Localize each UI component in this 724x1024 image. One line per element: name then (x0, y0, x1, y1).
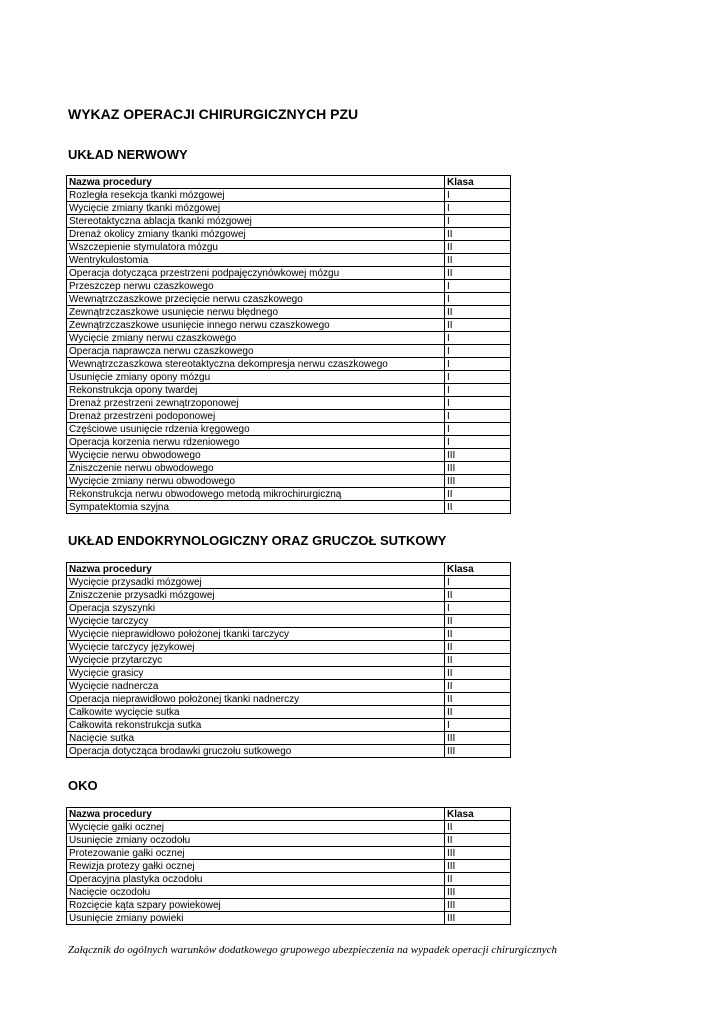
table-row (67, 228, 511, 241)
procedure-name-cell: Zniszczenie nerwu obwodowego (67, 462, 445, 475)
table-row (67, 589, 511, 602)
procedures-table-endocrine-breast (66, 562, 511, 758)
procedure-name-cell: Drenaż przestrzeni podoponowej (67, 410, 445, 423)
table-row (67, 449, 511, 462)
procedure-name-cell: Nacięcie oczodołu (67, 886, 445, 899)
procedure-name-cell: Operacja szyszynki (67, 602, 445, 615)
table-row (67, 706, 511, 719)
procedure-class-cell: III (445, 462, 511, 475)
procedure-name-cell: Wycięcie zmiany nerwu obwodowego (67, 475, 445, 488)
table-row (67, 384, 511, 397)
procedure-class-cell: I (445, 293, 511, 306)
procedure-class-cell: II (445, 654, 511, 667)
procedure-class-cell: II (445, 667, 511, 680)
procedure-class-cell: I (445, 397, 511, 410)
table-row (67, 215, 511, 228)
table-row (67, 462, 511, 475)
table-row (67, 719, 511, 732)
table-row (67, 615, 511, 628)
table-row (67, 834, 511, 847)
procedure-name-cell: Rekonstrukcja opony twardej (67, 384, 445, 397)
table-row (67, 410, 511, 423)
column-header-name: Nazwa procedury (67, 563, 445, 576)
table-row (67, 254, 511, 267)
procedures-table-nervous-system (66, 175, 511, 514)
procedure-name-cell: Rewizja protezy gałki ocznej (67, 860, 445, 873)
procedure-class-cell: II (445, 628, 511, 641)
procedure-name-cell: Wentrykulostomia (67, 254, 445, 267)
table-row (67, 189, 511, 202)
procedure-name-cell: Rozległa resekcja tkanki mózgowej (67, 189, 445, 202)
procedure-class-cell: II (445, 821, 511, 834)
table-row (67, 912, 511, 925)
procedure-name-cell: Przeszczep nerwu czaszkowego (67, 280, 445, 293)
procedure-name-cell: Całkowite wycięcie sutka (67, 706, 445, 719)
section-heading-eye: OKO (68, 778, 98, 793)
procedure-class-cell: III (445, 847, 511, 860)
procedure-name-cell: Wycięcie gałki ocznej (67, 821, 445, 834)
table-row (67, 641, 511, 654)
procedure-name-cell: Wycięcie tarczycy (67, 615, 445, 628)
procedure-name-cell: Wycięcie grasicy (67, 667, 445, 680)
procedure-name-cell: Wycięcie przytarczyc (67, 654, 445, 667)
table-row (67, 488, 511, 501)
procedure-class-cell: III (445, 745, 511, 758)
table-row (67, 886, 511, 899)
section-heading-nervous-system: UKŁAD NERWOWY (68, 147, 188, 162)
column-header-class: Klasa (445, 808, 511, 821)
procedure-class-cell: II (445, 706, 511, 719)
procedure-class-cell: I (445, 215, 511, 228)
section-heading-endocrine-breast: UKŁAD ENDOKRYNOLOGICZNY ORAZ GRUCZOŁ SUTKOWY (68, 533, 447, 548)
procedure-name-cell: Usunięcie zmiany oczodołu (67, 834, 445, 847)
table-row (67, 899, 511, 912)
table-row (67, 358, 511, 371)
procedure-name-cell: Wszczepienie stymulatora mózgu (67, 241, 445, 254)
procedure-class-cell: I (445, 332, 511, 345)
procedure-name-cell: Operacja dotycząca brodawki gruczołu sutkowego (67, 745, 445, 758)
procedure-name-cell: Zniszczenie przysadki mózgowej (67, 589, 445, 602)
procedure-class-cell: II (445, 693, 511, 706)
procedure-name-cell: Wycięcie nieprawidłowo położonej tkanki tarczycy (67, 628, 445, 641)
procedure-class-cell: III (445, 732, 511, 745)
procedures-table-eye (66, 807, 511, 925)
procedure-name-cell: Wycięcie przysadki mózgowej (67, 576, 445, 589)
procedure-class-cell: II (445, 228, 511, 241)
procedure-name-cell: Nacięcie sutka (67, 732, 445, 745)
procedure-class-cell: II (445, 306, 511, 319)
table-row (67, 475, 511, 488)
column-header-class: Klasa (445, 563, 511, 576)
procedure-name-cell: Usunięcie zmiany opony mózgu (67, 371, 445, 384)
procedure-name-cell: Sympatektomia szyjna (67, 501, 445, 514)
procedure-class-cell: II (445, 873, 511, 886)
table-row (67, 860, 511, 873)
table-row (67, 602, 511, 615)
procedure-name-cell: Usunięcie zmiany powieki (67, 912, 445, 925)
procedure-class-cell: I (445, 576, 511, 589)
procedure-class-cell: I (445, 202, 511, 215)
table-row (67, 423, 511, 436)
table-row (67, 397, 511, 410)
procedure-name-cell: Wewnątrzczaszkowe przecięcie nerwu czaszkowego (67, 293, 445, 306)
procedure-class-cell: III (445, 860, 511, 873)
document-title: WYKAZ OPERACJI CHIRURGICZNYCH PZU (68, 106, 359, 122)
procedure-name-cell: Wewnątrzczaszkowa stereotaktyczna dekompresja nerwu czaszkowego (67, 358, 445, 371)
table-row (67, 732, 511, 745)
table-row (67, 202, 511, 215)
procedure-class-cell: II (445, 615, 511, 628)
column-header-name: Nazwa procedury (67, 176, 445, 189)
procedure-class-cell: I (445, 345, 511, 358)
procedure-name-cell: Stereotaktyczna ablacja tkanki mózgowej (67, 215, 445, 228)
table-row (67, 332, 511, 345)
table-row (67, 306, 511, 319)
column-header-name: Nazwa procedury (67, 808, 445, 821)
procedure-name-cell: Operacja dotycząca przestrzeni podpajęczynówkowej mózgu (67, 267, 445, 280)
procedure-class-cell: I (445, 384, 511, 397)
table-row (67, 821, 511, 834)
table-row (67, 693, 511, 706)
procedure-name-cell: Częściowe usunięcie rdzenia kręgowego (67, 423, 445, 436)
procedure-class-cell: III (445, 899, 511, 912)
procedure-class-cell: II (445, 641, 511, 654)
table-row (67, 847, 511, 860)
procedure-name-cell: Wycięcie tarczycy językowej (67, 641, 445, 654)
procedure-class-cell: I (445, 371, 511, 384)
procedure-class-cell: II (445, 254, 511, 267)
procedure-class-cell: III (445, 449, 511, 462)
table-row (67, 280, 511, 293)
procedure-class-cell: I (445, 436, 511, 449)
table-row (67, 436, 511, 449)
procedure-class-cell: I (445, 410, 511, 423)
procedure-name-cell: Zewnątrzczaszkowe usunięcie nerwu błędnego (67, 306, 445, 319)
procedure-name-cell: Drenaż przestrzeni zewnątrzoponowej (67, 397, 445, 410)
table-row (67, 345, 511, 358)
table-row (67, 873, 511, 886)
procedure-class-cell: I (445, 719, 511, 732)
procedure-class-cell: II (445, 680, 511, 693)
table-row (67, 628, 511, 641)
procedure-class-cell: I (445, 358, 511, 371)
table-header-row (67, 176, 511, 189)
table-row (67, 501, 511, 514)
table-row (67, 319, 511, 332)
procedure-class-cell: II (445, 319, 511, 332)
procedure-class-cell: II (445, 267, 511, 280)
procedure-name-cell: Protezowanie gałki ocznej (67, 847, 445, 860)
procedure-name-cell: Rozcięcie kąta szpary powiekowej (67, 899, 445, 912)
procedure-name-cell: Wycięcie zmiany tkanki mózgowej (67, 202, 445, 215)
procedure-class-cell: III (445, 886, 511, 899)
procedure-class-cell: I (445, 602, 511, 615)
procedure-name-cell: Wycięcie nerwu obwodowego (67, 449, 445, 462)
procedure-class-cell: II (445, 488, 511, 501)
procedure-name-cell: Operacyjna plastyka oczodołu (67, 873, 445, 886)
table-header-row (67, 808, 511, 821)
table-row (67, 371, 511, 384)
procedure-name-cell: Całkowita rekonstrukcja sutka (67, 719, 445, 732)
table-row (67, 745, 511, 758)
table-row (67, 241, 511, 254)
procedure-class-cell: II (445, 241, 511, 254)
table-row (67, 267, 511, 280)
procedure-name-cell: Rekonstrukcja nerwu obwodowego metodą mikrochirurgiczną (67, 488, 445, 501)
procedure-class-cell: III (445, 912, 511, 925)
procedure-name-cell: Operacja korzenia nerwu rdzeniowego (67, 436, 445, 449)
procedure-name-cell: Wycięcie zmiany nerwu czaszkowego (67, 332, 445, 345)
procedure-class-cell: I (445, 280, 511, 293)
table-row (67, 576, 511, 589)
procedure-name-cell: Zewnątrzczaszkowe usunięcie innego nerwu czaszkowego (67, 319, 445, 332)
procedure-name-cell: Operacja nieprawidłowo położonej tkanki nadnerczy (67, 693, 445, 706)
procedure-class-cell: II (445, 501, 511, 514)
procedure-class-cell: I (445, 423, 511, 436)
procedure-name-cell: Wycięcie nadnercza (67, 680, 445, 693)
procedure-class-cell: II (445, 589, 511, 602)
column-header-class: Klasa (445, 176, 511, 189)
table-row (67, 680, 511, 693)
procedure-name-cell: Drenaż okolicy zmiany tkanki mózgowej (67, 228, 445, 241)
procedure-class-cell: II (445, 834, 511, 847)
table-row (67, 293, 511, 306)
footer-note: Załącznik do ogólnych warunków dodatkowego grupowego ubezpieczenia na wypadek operacji chirurgicznych (68, 944, 558, 956)
procedure-class-cell: I (445, 189, 511, 202)
procedure-name-cell: Operacja naprawcza nerwu czaszkowego (67, 345, 445, 358)
table-row (67, 654, 511, 667)
table-row (67, 667, 511, 680)
procedure-class-cell: III (445, 475, 511, 488)
table-header-row (67, 563, 511, 576)
